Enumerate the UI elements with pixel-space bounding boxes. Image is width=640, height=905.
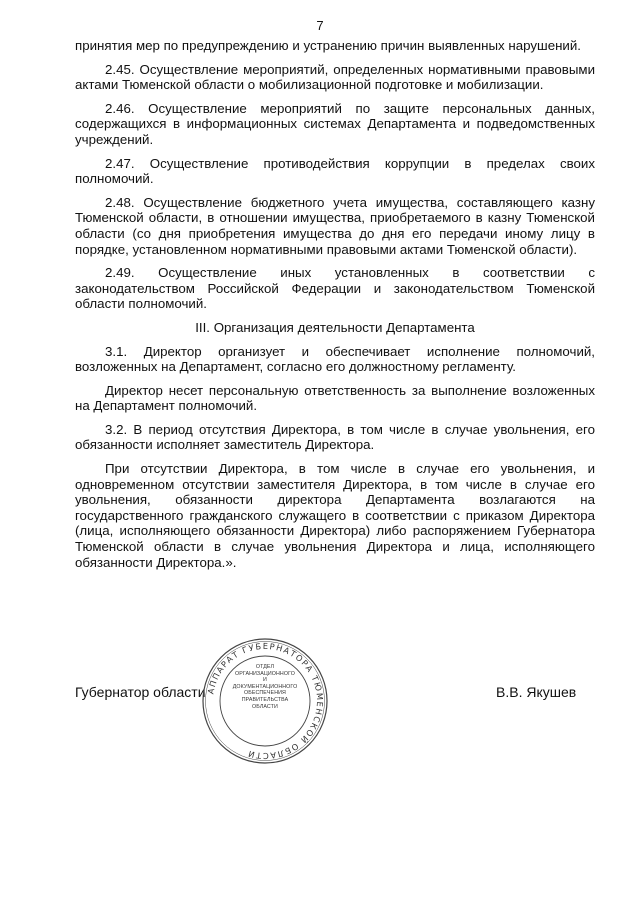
official-stamp: [200, 636, 330, 766]
page-number: 7: [316, 18, 324, 33]
section-title: III. Организация деятельности Департамента: [195, 319, 475, 335]
paragraph-absence-director: При отсутствии Директора, в том числе в случае его увольнения, и одновременном отсутствии заместителя Директора, в том числе в случае его увольнения, обязанности директора Департамента возлагаются на государственного гражданского служащего в соответствии с приказом Директора (лица, исполняющего обязанности Директора) либо распоряжением Губернатора Тюменской области в случае увольнения Директора и лица, исполняющего обязанности Директора.».: [75, 461, 595, 570]
stamp-line: ОТДЕЛ: [255, 664, 275, 670]
stamp-line: ОБЕСПЕЧЕНИЯ: [244, 690, 286, 697]
paragraph-2-46: 2.46. Осуществление мероприятий по защите персональных данных, содержащихся в информационных системах Департамента и подведомственных учреждений.: [75, 100, 595, 147]
paragraph-2-49: 2.49. Осуществление иных установленных в соответствии с законодательством Российской Федерации и законодательством Тюменской области полномочий.: [75, 265, 595, 312]
paragraph-2-45: 2.45. Осуществление мероприятий, определенных нормативными правовыми актами Тюменской области о мобилизационной подготовке и мобилизации.: [75, 61, 595, 93]
stamp-line: ПРАВИТЕЛЬСТВА: [241, 696, 289, 703]
paragraph-3-2: 3.2. В период отсутствия Директора, в том числе в случае увольнения, его обязанности исполняет заместитель Директора.: [75, 421, 595, 453]
paragraph-director-responsibility: Директор несет персональную ответственность за выполнение возложенных на Департамент полномочий.: [75, 382, 595, 414]
signature-name: В.В. Якушев: [496, 684, 577, 700]
stamp-line: ДОКУМЕНТАЦИОННОГО: [232, 683, 298, 690]
document-body: [75, 38, 595, 578]
stamp-center-text: [230, 664, 300, 710]
stamp-line: И: [263, 677, 267, 684]
paragraph-3-1: 3.1. Директор организует и обеспечивает исполнение полномочий, возложенных на Департамент, согласно его должностному регламенту.: [75, 343, 595, 375]
signature-position: Губернатор области: [75, 684, 206, 700]
stamp-line: ОБЛАСТИ: [252, 703, 278, 710]
paragraph-2-47: 2.47. Осуществление противодействия коррупции в пределах своих полномочий.: [75, 155, 595, 187]
stamp-ring-text: АППАРАТ ГУБЕРНАТОРА ТЮМЕНСКОЙ ОБЛАСТИ: [205, 640, 326, 762]
paragraph-2-48: 2.48. Осуществление бюджетного учета имущества, составляющего казну Тюменской области, в отношении имущества, приобретаемого в казну Тюменской области (со дня приобретения имущества до дня его передачи иному лицу в порядке, установленном нормативными правовыми актами Тюменской области).: [75, 194, 595, 257]
stamp-line: ОРГАНИЗАЦИОННОГО: [235, 670, 295, 677]
paragraph-continuation: принятия мер по предупреждению и устранению причин выявленных нарушений.: [75, 38, 581, 53]
